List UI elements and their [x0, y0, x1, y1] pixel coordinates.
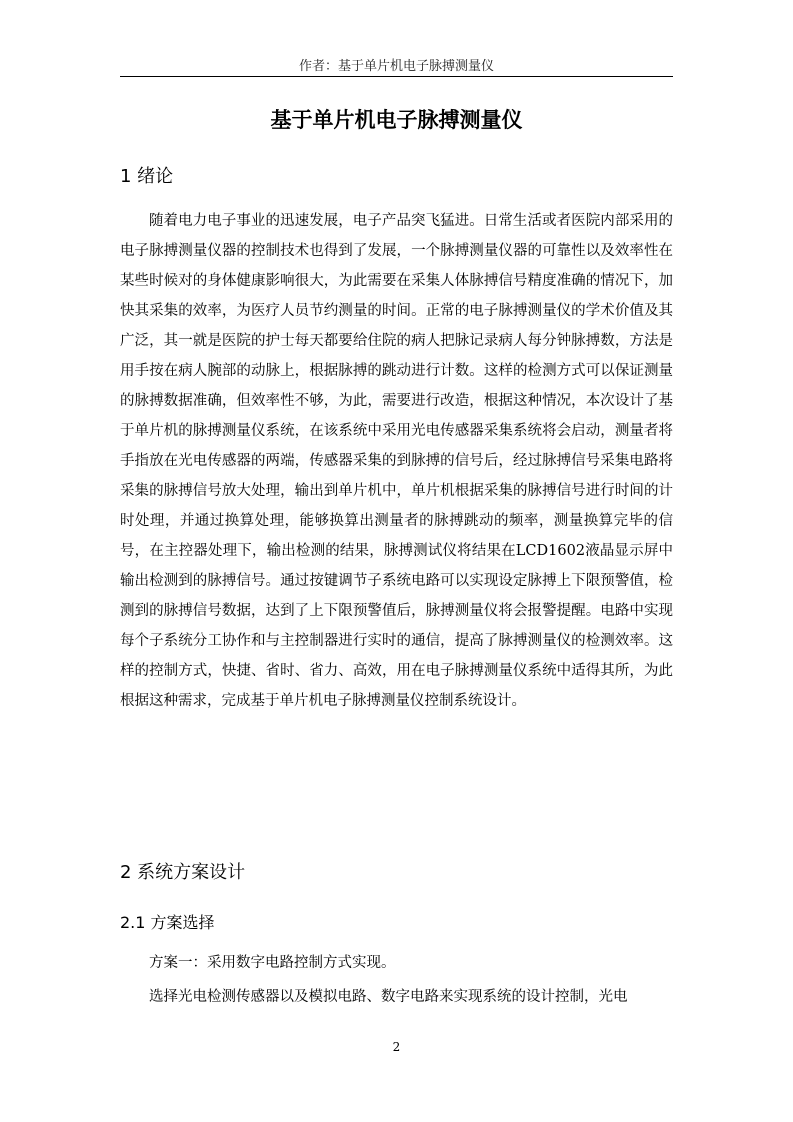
running-header: 作者：基于单片机电子脉搏测量仪 — [298, 59, 494, 74]
section-heading-introduction: 1 绪论 — [120, 166, 174, 187]
introduction-paragraph: 随着电力电子事业的迅速发展，电子产品突飞猛进。日常生活或者医院内部采用的电子脉搏测量仪器的控制技术也得到了发展，一个脉搏测量仪器的可靠性以及效率性在某些时候对的身体健康影响很大，为此需要在采集人体脉搏信号精度准确的情况下，加快其采集的效率，为医疗人员节约测量的时间。正常的电子脉搏测量仪的学术价值及其广泛，其一就是医院的护士每天都要给住院的病人把脉记录病人每分钟脉搏数，方法是用手按在病人腕部的动脉上，根据脉搏的跳动进行计数。这样的检测方式可以保证测量的脉搏数据准确，但效率性不够，为此，需要进行改造，根据这种情况，本次设计了基于单片机的脉搏测量仪系统，在该系统中采用光电传感器采集系统将会启动，测量者将手指放在光电传感器的两端，传感器采集的到脉搏的信号后，经过脉搏信号采集电路将采集的脉搏信号放大处理，输出到单片机中，单片机根据采集的脉搏信号进行时间的计时处理，并通过换算处理，能够换算出测量者的脉搏跳动的频率，测量换算完毕的信号，在主控器处理下，输出检测的结果，脉搏测试仪将结果在LCD1602液晶显示屏中输出检测到的脉搏信号。通过按键调节子系统电路可以实现设定脉搏上下限预警值，检测到的脉搏信号数据，达到了上下限预警值后，脉搏测量仪将会报警提醒。电路中实现每个子系统分工协作和与主控制器进行实时的通信，提高了脉搏测量仪的检测效率。这样的控制方式，快捷、省时、省力、高效，用在电子脉搏测量仪系统中适得其所，为此根据这种需求，完成基于单片机电子脉搏测量仪控制系统设计。 — [120, 213, 673, 709]
scheme-paragraph: 选择光电检测传感器以及模拟电路、数字电路来实现系统的设计控制，光电 — [149, 989, 628, 1005]
subsection-heading-scheme-selection: 2.1 方案选择 — [120, 913, 215, 932]
page-number: 2 — [392, 1040, 401, 1054]
header-rule — [120, 76, 673, 77]
document-title: 基于单片机电子脉搏测量仪 — [270, 108, 523, 132]
section-heading-system-design: 2 系统方案设计 — [120, 862, 246, 883]
option-one-paragraph: 方案一：采用数字电路控制方式实现。 — [149, 955, 396, 971]
